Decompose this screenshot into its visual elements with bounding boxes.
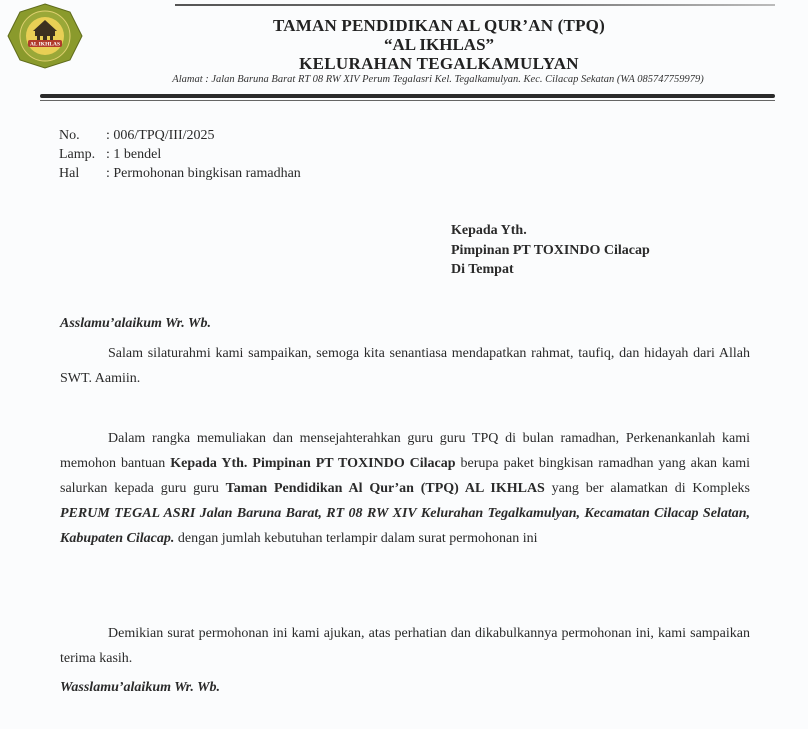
svg-text:AL IKHLAS: AL IKHLAS xyxy=(29,41,61,48)
recipient-salutation: Kepada Yth. xyxy=(451,223,527,238)
meta-number xyxy=(59,126,301,145)
recipient-emphasis: Kepada Yth. Pimpinan PT TOXINDO Cilacap xyxy=(170,456,456,471)
address-emphasis: PERUM TEGAL ASRI Jalan Baruna Barat, RT 08 RW XIV Kelurahan Tegalkamulyan, Kecamatan Cilacap Selatan, Kabupaten Cilacap. xyxy=(60,506,750,546)
closing-greeting: Wasslamu’alaikum Wr. Wb. xyxy=(60,680,221,695)
institution-name: TAMAN PENDIDIKAN AL QUR’AN (TPQ) xyxy=(273,16,605,35)
institution-address: Alamat : Jalan Baruna Barat RT 08 RW XIV Perum Tegalasri Kel. Tegalkamulyan. Kec. Cilacap Sekatan (WA 085747759979) xyxy=(172,74,704,85)
paragraph-text: Dalam rangka memuliakan dan mensejahterahkan guru guru TPQ di bulan ramadhan, Perkenankanlah kami memohon bantuan xyxy=(60,431,750,471)
letterhead-divider-thick xyxy=(40,94,775,98)
paragraph-closing xyxy=(60,621,750,671)
paragraph-text: Salam silaturahmi kami sampaikan, semoga kita senantiasa mendapatkan rahmat, taufiq, dan hidayah dari Allah SWT. Aamiin. xyxy=(60,346,750,386)
paragraph-text: Demikian surat permohonan ini kami ajukan, atas perhatian dan dikabulkannya permohonan ini, kami sampaikan terima kasih. xyxy=(60,626,750,666)
recipient-name: Pimpinan PT TOXINDO Cilacap xyxy=(451,242,650,258)
institution-short-name: “AL IKHLAS” xyxy=(383,35,495,54)
institution-emphasis: Taman Pendidikan Al Qur’an (TPQ) AL IKHLAS xyxy=(225,481,545,496)
paragraph-text: yang ber alamatkan di Kompleks xyxy=(544,481,750,496)
paragraph-request xyxy=(60,426,750,551)
kelurahan-name: KELURAHAN TEGALKAMULYAN xyxy=(299,54,579,73)
meta-value: : Permohonan bingkisan ramadhan xyxy=(106,166,301,181)
meta-attachment xyxy=(59,145,301,164)
top-decorative-rule xyxy=(175,4,775,6)
opening-greeting: Asslamu’alaikum Wr. Wb. xyxy=(60,316,211,331)
paragraph-text: berupa paket bingkisan ramadhan yang akan kami salurkan kepada guru guru xyxy=(60,456,750,496)
letterhead-divider-thin xyxy=(40,100,775,101)
meta-subject xyxy=(59,164,301,183)
paragraph-opening xyxy=(60,341,750,391)
meta-label: Lamp. xyxy=(59,147,96,162)
recipient-block xyxy=(451,221,650,280)
meta-value: : 1 bendel xyxy=(106,147,162,162)
letter-meta xyxy=(59,126,301,183)
meta-label: Hal xyxy=(59,166,80,181)
paragraph-text: dengan jumlah kebutuhan terlampir dalam surat permohonan ini xyxy=(174,531,538,546)
meta-label: No. xyxy=(59,128,80,143)
recipient-place: Di Tempat xyxy=(451,262,514,277)
meta-value: : 006/TPQ/III/2025 xyxy=(106,128,215,143)
